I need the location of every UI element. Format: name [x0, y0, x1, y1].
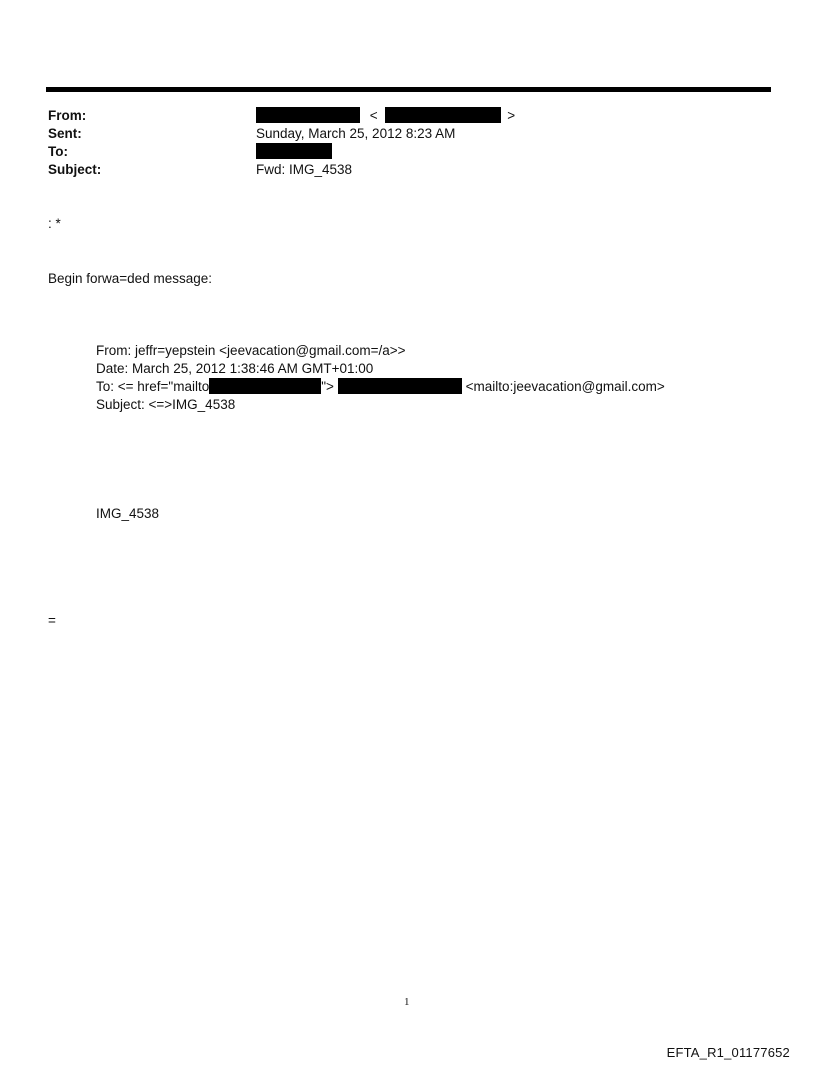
redaction-box [256, 143, 332, 159]
forwarded-date-line: Date: March 25, 2012 1:38:46 AM GMT+01:00 [96, 361, 374, 376]
page-number: 1 [404, 996, 410, 1008]
from-gt: > [507, 108, 516, 123]
redaction-box [209, 378, 321, 394]
subject-value: Fwd: IMG_4538 [256, 162, 353, 177]
sent-label: Sent: [48, 126, 82, 141]
from-value [256, 107, 515, 125]
from-label: From: [48, 108, 87, 123]
redaction-box [338, 378, 462, 394]
body-line: : * [48, 216, 61, 231]
sent-value: Sunday, March 25, 2012 8:23 AM [256, 126, 456, 141]
bates-number: EFTA_R1_01177652 [666, 1045, 790, 1060]
to-value [256, 143, 332, 161]
forwarded-to-line [96, 378, 665, 396]
attachment-name: IMG_4538 [96, 506, 160, 521]
redaction-box [385, 107, 501, 123]
redaction-box [256, 107, 360, 123]
begin-forwarded-line: Begin forwa=ded message: [48, 271, 212, 286]
forwarded-from-line: From: jeffr=yepstein <jeevacation@gmail.com=/a>> [96, 343, 406, 358]
forwarded-subject-line: Subject: <=>IMG_4538 [96, 397, 236, 412]
trailer-line: = [48, 613, 56, 628]
from-lt: < [369, 108, 378, 123]
forwarded-to-prefix: To: <= href="mailto [96, 379, 210, 394]
header-rule [46, 87, 771, 92]
forwarded-to-mid: "> [321, 379, 334, 394]
forwarded-to-suffix: <mailto:jeevacation@gmail.com> [461, 379, 665, 394]
subject-label: Subject: [48, 162, 102, 177]
to-label: To: [48, 144, 68, 159]
